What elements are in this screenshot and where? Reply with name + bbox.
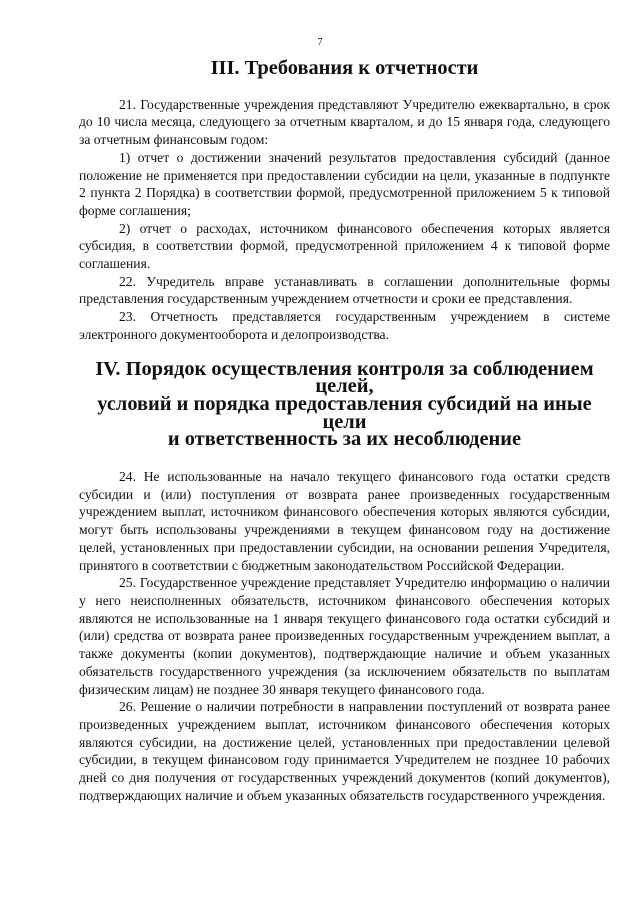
paragraph-23: 23. Отчетность представляется государственным учреждением в системе электронного документооборота и делопроизводства.: [79, 309, 610, 342]
paragraph-22: 22. Учредитель вправе устанавливать в соглашении дополнительные формы представления государственным учреждением отчетности и сроки ее представления.: [79, 273, 610, 307]
section-4-heading: [79, 357, 610, 451]
section-3-heading: III. Требования к отчетности: [210, 57, 479, 79]
section-4-heading-line-1: IV. Порядок осуществления контроля за соблюдением целей,: [95, 357, 594, 398]
paragraph-21-item-1: 1) отчет о достижении значений результатов предоставления субсидий (данное положение не применяется при предоставлении субсидии на цели, указанные в подпункте 2 пункта 2 Порядка) в соответствии формой, предусмотренной приложением 5 к типовой форме соглашения;: [79, 149, 610, 218]
paragraph-21-item-2: 2) отчет о расходах, источником финансового обеспечения которых является субсидия, в соответствии формой, предусмотренной приложением 4 к типовой форме соглашения.: [79, 220, 610, 272]
section-4-heading-line-3: и ответственность за их несоблюдение: [167, 428, 522, 451]
section-4-heading-line-2: условий и порядка предоставления субсидий на иные цели: [97, 392, 592, 433]
paragraph-21: 21. Государственные учреждения представляют Учредителю ежеквартально, в срок до 10 числа месяца, следующего за отчетным кварталом, и до 15 января года, следующего за отчетным финансовым годом:: [79, 96, 610, 148]
paragraph-26: 26. Решение о наличии потребности в направлении поступлений от возврата ранее произведенных учреждением выплат, источником финансового обеспечения которых являются субсидии, на достижение целей, установленных при предоставлении целевой субсидии, в текущем финансовом году принимается Учредителем не позднее 10 рабочих дней со дня получения от государственных учреждений документов (копий документов), подтверждающих наличие и объем указанных обязательств государственного учреждения.: [79, 699, 610, 803]
paragraph-25: 25. Государственное учреждение представляет Учредителю информацию о наличии у него неисполненных обязательств, источником финансового обеспечения которых являются не использованные на 1 января текущего финансового года остатки субсидий и (или) средства от возврата ранее произведенных государственным учреждением выплат, а также документы (копии документов), подтверждающие наличие и объем указанных обязательств государственного учреждения (за исключением обязательств по выплатам физическим лицам) не позднее 30 января текущего финансового года.: [79, 575, 610, 697]
page-number: 7: [317, 37, 323, 48]
paragraph-24: 24. Не использованные на начало текущего финансового года остатки средств субсидии и (или) поступления от возврата ранее произведенных государственным учреждением выплат, источником финансового обеспечения которых являются субсидии, могут быть использованы учреждениями в текущем финансовом году на достижение целей, установленных при предоставлении субсидии, на основании решения Учредителя, принятого в соответствии с бюджетным законодательством Российской Федерации.: [79, 469, 610, 573]
page-content: [79, 57, 610, 804]
